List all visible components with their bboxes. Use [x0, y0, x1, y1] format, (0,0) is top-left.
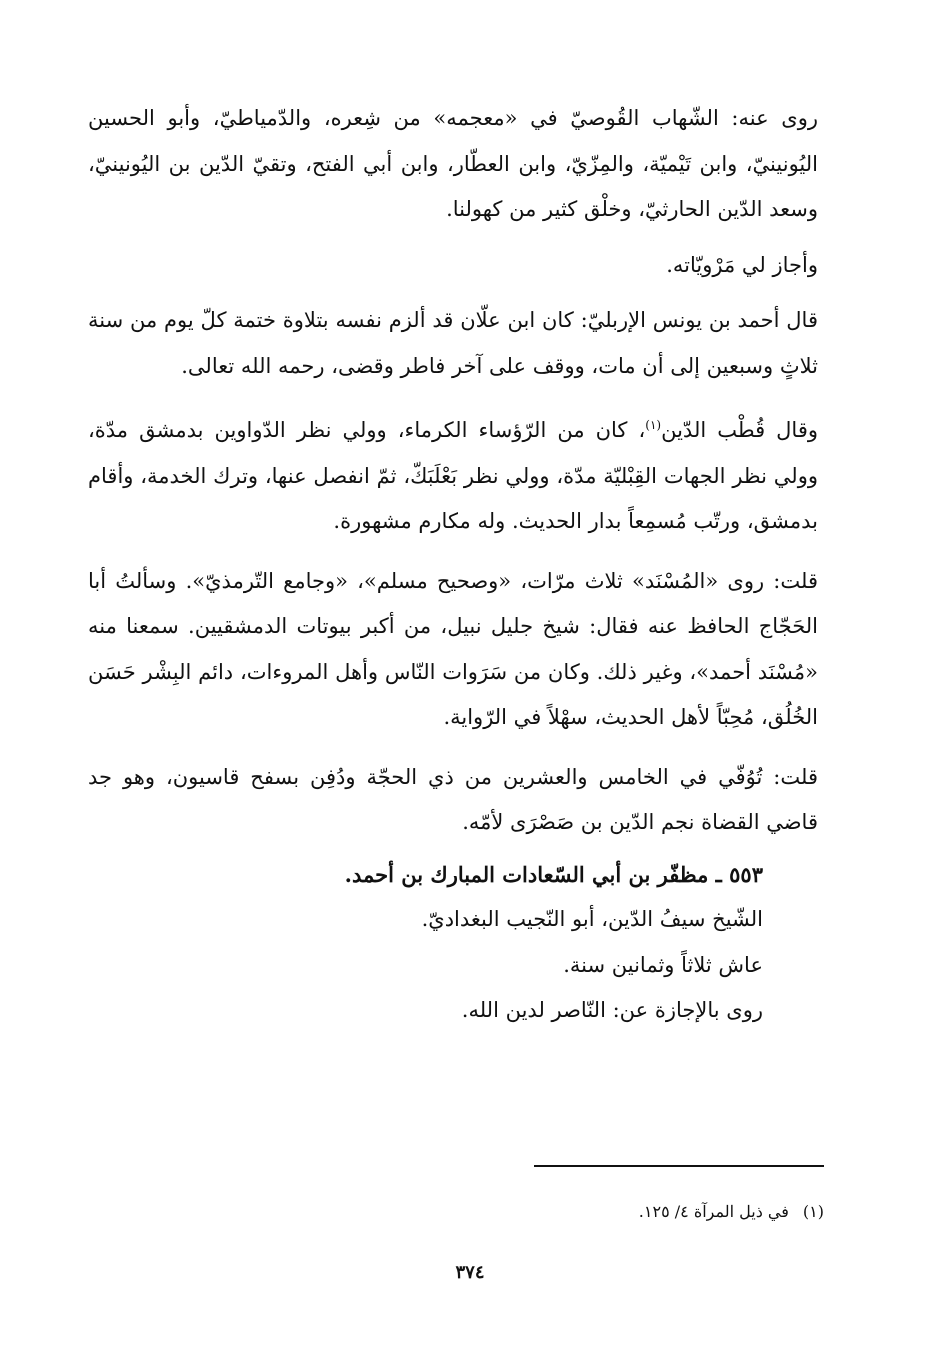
footnote-marker: (١) [645, 418, 662, 432]
paragraph-ijaza: وأجاز لي مَرْويّاته. [666, 252, 818, 277]
paragraph-death: قلت: تُوُفّي في الخامس والعشرين من ذي الحجّة ودُفِن بسفح قاسيون، وهو جد قاضي القضاة نجم الدّين بن صَصْرَى لأمّه. [88, 764, 818, 834]
entry-line: عاش ثلاثاً وثمانين سنة. [563, 952, 763, 977]
paragraph-narrators: روى عنه: الشّهاب القُوصيّ في «معجمه» من شِعره، والدّمياطيّ، وأبو الحسين اليُونينيّ، وابن تَيْميّة، والمِزّيّ، وابن العطّار، وابن أبي الفتح، وتقيّ الدّين بن اليُونينيّ، وسعد الدّين الحارثيّ، وخلْق كثير من كهولنا. [88, 106, 818, 221]
biography-entry [88, 852, 818, 1034]
entry-line: روى بالإجازة عن: النّاصر لدين الله. [461, 998, 763, 1022]
footnote-text: في ذيل المرآة ٤/ ١٢٥. [638, 1202, 789, 1221]
page-number: ٣٧٤ [455, 1262, 485, 1283]
entry-line: الشّيخ سيفُ الدّين، أبو النّجيب البغداديّ. [421, 907, 763, 931]
paragraph-qutb [88, 403, 818, 545]
paragraph-musnad: قلت: روى «المُسْنَد» ثلاث مرّات، «وصحيح مسلم»، «وجامع التّرمذيّ». وسألتُ أبا الحَجّاج الحافظ عنه فقال: شيخ جليل نبيل، من أكبر بيوتات الدمشقيين. سمعنا منه «مُسْنَد أحمد»، وغير ذلك. وكان من سَرَوات النّاس وأهل المروءات، دائم البِشْر حَسَن الخُلُق، مُحِبّاً لأهل الحديث، سهْلاً في الرّواية. [88, 568, 818, 729]
footnote [639, 1202, 824, 1221]
paragraph-irbili: قال أحمد بن يونس الإربليّ: كان ابن علّان قد ألزم نفسه بتلاوة ختمة كلّ يوم من سنة ثلاثٍ وسبعين إلى أن مات، ووقف على آخر فاطر وقضى، رحمه الله تعالى. [88, 308, 818, 378]
entry-heading: ٥٥٣ ـ مظفّر بن أبي السّعادات المبارك بن أحمد. [344, 861, 763, 887]
footnote-number: (١) [802, 1202, 824, 1221]
page-body [88, 96, 818, 1034]
qutb-text-start: وقال قُطْب الدّين [661, 418, 818, 442]
footnote-divider [534, 1165, 824, 1167]
qutb-text-rest: ، كان من الرّؤساء الكرماء، وولي نظر الدّواوين بدمشق مدّة، وولي نظر الجهات القِبْليّة مدّة، وولي نظر بَعْلَبَكّ، ثمّ انفصل عنها، وترك الخدمة، وأقام بدمشق، ورتّب مُسمِعاً بدار الحديث. وله مكارم مشهورة. [88, 418, 818, 533]
